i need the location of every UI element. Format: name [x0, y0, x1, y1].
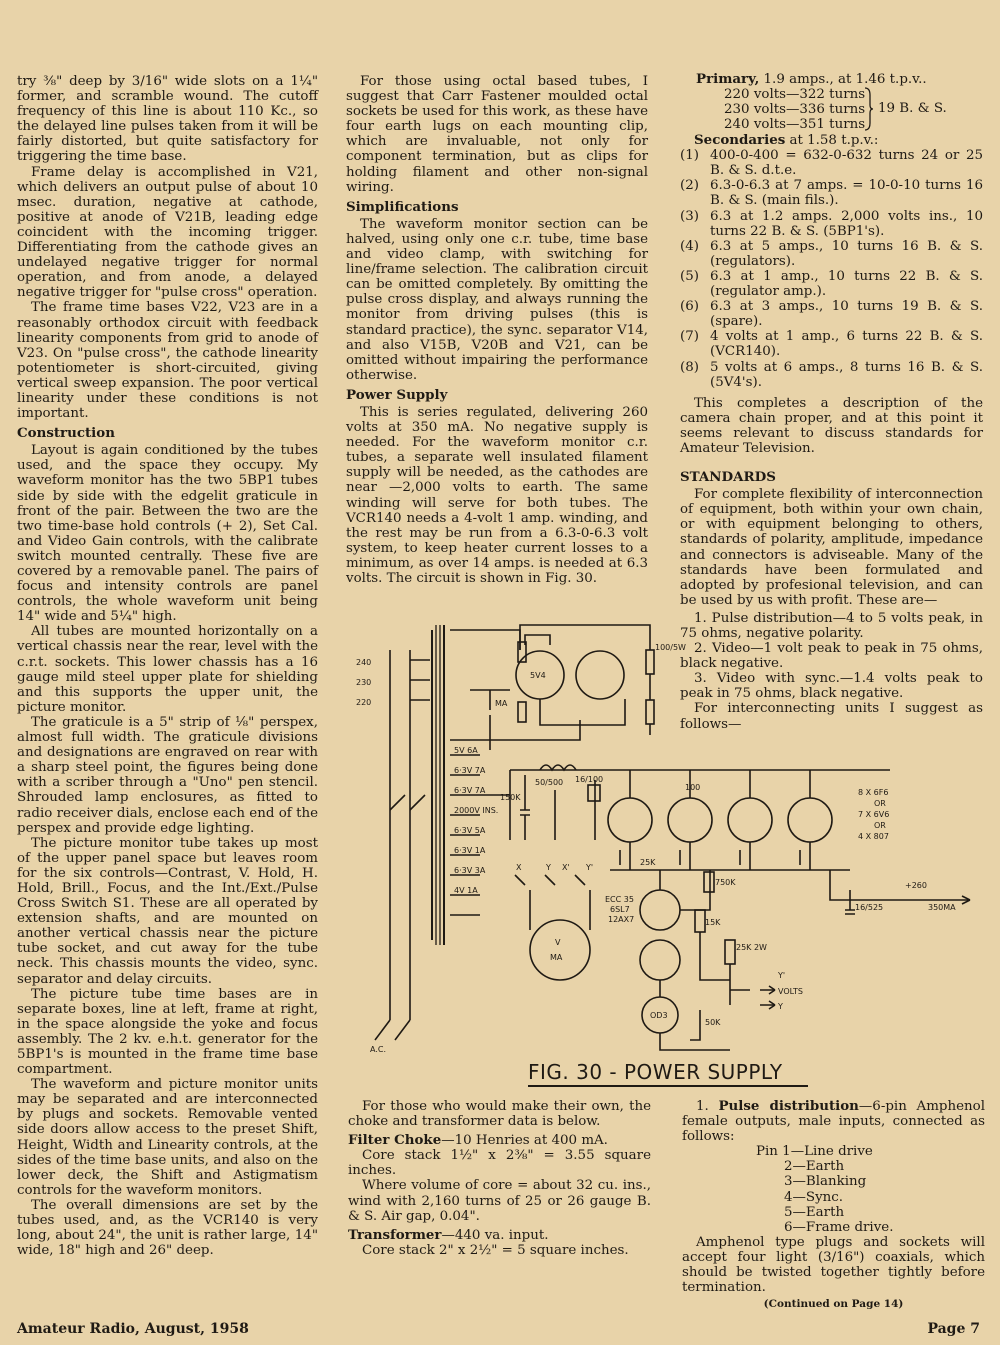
item-text: 5 volts at 6 amps., 8 turns 16 B. & S. (5V4's). [710, 359, 983, 390]
primary-volts [680, 87, 983, 133]
continued-note: (Continued on Page 14) [763, 1298, 904, 1311]
primary-line [680, 72, 983, 87]
regulator-tube [668, 798, 712, 842]
figure-caption: FIG. 30 - POWER SUPPLY [528, 1060, 808, 1087]
resistor [646, 650, 654, 674]
pulse-distribution [682, 1099, 985, 1144]
label-12ax7: 12AX7 [608, 915, 635, 924]
regulator-tube [728, 798, 772, 842]
label-2000v: 2000V INS. [454, 806, 499, 815]
label-switch-x: X [516, 863, 522, 872]
amplifier-tube [640, 890, 680, 930]
resistor [704, 872, 714, 892]
paragraph: Amphenol type plugs and sockets will accept four light (3/16") coaxials, which should be twisted together tightly before termination. [682, 1234, 985, 1296]
pin-item: 6—Frame drive. [784, 1219, 894, 1235]
item-text: 6.3 at 1 amp., 10 turns 22 B. & S. (regulator amp.). [710, 268, 983, 300]
volt-line: 220 volts—322 turns [724, 87, 866, 103]
column-1 [17, 74, 318, 1258]
regulator-tube [608, 798, 652, 842]
item-text: 6.3 at 3 amps., 10 turns 19 B. & S. (spare). [710, 299, 983, 330]
transformer-core [436, 625, 440, 945]
resistor [646, 700, 654, 724]
label-switch-x-prime: X' [562, 863, 570, 872]
filter-choke-line [348, 1133, 651, 1148]
primary-taps [410, 660, 430, 700]
meter-switch [515, 875, 585, 885]
transformer-spec: —440 va. input. [441, 1227, 549, 1243]
mains-leads [390, 650, 410, 1020]
label-volts: VOLTS [778, 987, 803, 996]
section-heading: Power Supply [346, 386, 448, 403]
label-63v7a-2: 6·3V 7A [454, 786, 486, 795]
pin-list [682, 1144, 985, 1235]
brace-text: 19 B. & S. [878, 101, 947, 117]
label-meter-ma: MA [550, 953, 563, 962]
label-25k2w: 25K 2W [736, 943, 767, 952]
list-item [680, 178, 983, 208]
item-number: (7) [680, 329, 699, 345]
paragraph: The waveform and picture monitor units may be separated and are interconnected by plugs and sockets. Removable vented side doors allow access to the preset Shift, Height, Width and Linearity controls, at the sides of the time base units, and also on the lower deck, the Shift and Astigmatism controls for the waveform monitors. [17, 1077, 318, 1198]
page-number: Page 7 [927, 1321, 980, 1337]
item-number: (3) [680, 208, 699, 224]
brace-icon [864, 87, 874, 131]
section-heading: STANDARDS [680, 469, 776, 486]
label-50k: 50K [705, 1018, 721, 1027]
item-text: 6.3 at 1.2 amps. 2,000 volts ins., 10 turns 22 B. & S. (5BP1's). [710, 208, 983, 239]
label-switch-y: Y [546, 863, 551, 872]
resistor-50k [690, 1010, 700, 1040]
capacitor-block [588, 785, 600, 801]
label-100: 100 [685, 783, 701, 792]
section-heading: Simplifications [346, 198, 459, 215]
label-meter-v: V [555, 938, 561, 947]
paragraph: Where volume of core = about 32 cu. ins., wind with 2,160 turns of 25 or 26 gauge B. & S. Air gap, 0.04". [348, 1178, 651, 1224]
label-y-prime: Y' [778, 971, 786, 980]
resistor [695, 910, 705, 932]
label-63v5a: 6·3V 5A [454, 826, 486, 835]
paragraph: For those using octal based tubes, I suggest that Carr Fastener moulded octal sockets be used for this work, as these have four earth lugs on each mounting clip, which are invaluable, not only for component termination, but as clips for holding filament and other non-signal wiring. [346, 74, 648, 195]
paragraph: The frame time bases V22, V23 are in a reasonably orthodox circuit with feedback linearity components from grid to anode of V23. On "pulse cross", the cathode linearity potentiometer is short-circuited, giving vertical sweep expansion. The poor vertical linearity under these conditions is not important. [17, 300, 318, 422]
column-2-bottom [348, 1099, 651, 1258]
label-240: 240 [356, 658, 372, 667]
item-number: (5) [680, 268, 699, 284]
label-25k: 25K [640, 858, 656, 867]
paragraph: All tubes are mounted horizontally on a vertical chassis near the rear, level with the c.r.t. sockets. This lower chassis has a 16 gauge mild steel upper plate for shielding and this supports the upper unit, the picture monitor. [17, 624, 318, 715]
transformer-label: Transformer [348, 1226, 442, 1243]
label-63v3a: 6·3V 3A [454, 866, 486, 875]
label-ac: A.C. [370, 1045, 387, 1054]
label-350ma: 350MA [928, 903, 956, 912]
paragraph: Layout is again conditioned by the tubes used, and the space they occupy. My waveform monitor has the two 5BP1 tubes side by side with the edgelit graticule in front of the pair. Between the two are the two time-base hold controls (+ 2), Set Cal. and Video Gain controls, with the calibrate switch mounted centrally. These five are covered by a removable panel. The pairs of focus and intensity controls are panel controls, the whole waveform unit being 14" wide and 5¼" high. [17, 443, 318, 625]
label-750k: 750K [715, 878, 736, 887]
pin-item: 4—Sync. [784, 1189, 844, 1205]
label-150k: 150K [500, 793, 521, 802]
primary-label: Primary, [696, 71, 760, 87]
label-plus-260: +260 [905, 881, 927, 890]
label-ma: MA [495, 699, 508, 708]
item-number: 1. [696, 1099, 719, 1114]
mains-switch [390, 795, 425, 810]
paragraph: try ⅜" deep by 3/16" wide slots on a 1¼" former, and scramble wound. The cutoff frequency of this line is about 110 Kc., so the delayed line pulses taken from it will be fairly distorted, but quite satisfactory for triggering the time base. [17, 74, 318, 165]
item-number: (1) [680, 148, 699, 164]
label-220: 220 [356, 698, 372, 707]
paragraph: The picture tube time bases are in separate boxes, line at left, frame at right, in the space alongside the yoke and focus assembly. The 2 kv. e.h.t. generator for the 5BP1's is mounted in the frame time base compartment. [17, 986, 318, 1078]
item-number: (4) [680, 238, 699, 254]
paragraph: Core stack 2" x 2½" = 5 square inches. [362, 1242, 629, 1258]
label-63v1a: 6·3V 1A [454, 846, 486, 855]
meter-icon [530, 920, 590, 980]
pin-item: Pin 1—Line drive [756, 1144, 873, 1160]
label-230: 230 [356, 678, 372, 687]
regulator-tube [788, 798, 832, 842]
hv-leads [450, 630, 580, 740]
column-3-bottom [682, 1099, 985, 1312]
paragraph: The graticule is a 5" strip of ⅛" perspex, almost full width. The graticule divisions and designations are engraved on rear with a sharp steel point, the figures being done with a scriber through a "Uno" pen stencil. Shrouded lamp enclosures, as fitted to radio receiver dials, enclose each end of the perspex and provide edge lighting. [17, 714, 318, 836]
standard-item: 1. Pulse distribution—4 to 5 volts peak, in 75 ohms, negative polarity. [680, 610, 983, 641]
amplifier-tube [640, 940, 680, 980]
list-item [680, 329, 983, 359]
item-text: 4 volts at 1 amp., 6 turns 22 B. & S. (VCR140). [710, 329, 983, 360]
paragraph: The overall dimensions are set by the tubes used, and, as the VCR140 is very long, about 24", the unit is rather large, 14" wide, 18" high and 26" deep. [17, 1197, 318, 1259]
item-number: (8) [680, 359, 699, 375]
label-5v4: 5V4 [530, 671, 546, 680]
resistor [518, 702, 526, 722]
power-supply-schematic [350, 610, 990, 1065]
item-text: 6.3 at 5 amps., 10 turns 16 B. & S. (regulators). [710, 238, 983, 269]
paragraph: For those who would make their own, the choke and transformer data is below. [348, 1099, 651, 1130]
label-ecc35: ECC 35 [605, 895, 634, 904]
label-switch-y-prime: Y' [586, 863, 594, 872]
volt-line: 240 volts—351 turns [724, 117, 866, 133]
transformer-line [348, 1228, 651, 1243]
label-or-2: OR [874, 821, 886, 830]
volt-line: 230 volts—336 turns [724, 102, 866, 118]
standard-item: 2. Video—1 volt peak to peak in 75 ohms, black negative. [680, 641, 983, 672]
ac-input-leads [375, 1020, 410, 1040]
rectifier-anodes [520, 625, 650, 650]
paragraph: For complete flexibility of interconnection of equipment, both within your own chain, or with equipment belonging to others, standards of polarity, amplitude, impedance and connectors is adviseable. Many of the standards have been formulated and adopted by profesional television, and can be used by us with profit. These are— [680, 487, 983, 608]
paragraph: This completes a description of the camera chain proper, and at this point it seems relevant to discuss standards for Amateur Television. [680, 395, 983, 456]
list-item [680, 148, 983, 178]
label-od3: OD3 [650, 1011, 668, 1020]
output-lead [830, 870, 970, 900]
label-4v1a: 4V 1A [454, 886, 478, 895]
list-item [680, 360, 983, 390]
paragraph: The picture monitor tube takes up most of the upper panel space but leaves room for the six controls—Contrast, V. Hold, H. Hold, Brill., Focus, and the Int./Ext./Pulse Cross Switch S1. These are all operated by extension shafts, and are mounted on another vertical chassis near the picture tube socket, and cut away for the tube neck. This chassis mounts the video, sync. separator and delay circuits. [17, 835, 318, 987]
column-2 [346, 74, 648, 586]
label-or-1: OR [874, 799, 886, 808]
secondaries-line [680, 133, 983, 148]
pin-item: 2—Earth [784, 1159, 845, 1175]
filter-choke-label: Filter Choke [348, 1132, 442, 1149]
item-number: (2) [680, 178, 699, 194]
label-tubes-opt3: 4 X 807 [858, 832, 889, 841]
label-tubes-opt1: 8 X 6F6 [858, 788, 889, 797]
pulse-label: Pulse distribution [718, 1098, 859, 1114]
section-heading: Construction [17, 425, 115, 442]
list-item [680, 209, 983, 239]
list-item [680, 239, 983, 269]
label-50-500: 50/500 [535, 778, 564, 787]
label-63v7a: 6·3V 7A [454, 766, 486, 775]
paragraph: The waveform monitor section can be halved, using only one c.r. tube, time base and video clamp, with switching for line/frame selection. The calibration circuit can be omitted completely. By omitting the pulse cross display, and always running the monitor from driving pulses (this is standard practice), the sync. separator V14, and also V15B, V20B and V21, can be omitted without impairing the performance otherwise. [346, 216, 648, 383]
label-16-525: 16/525 [855, 903, 884, 912]
item-number: (6) [680, 299, 699, 315]
paragraph: Core stack 1½" x 2⅜" = 3.55 square inches. [348, 1148, 651, 1179]
paragraph: Frame delay is accomplished in V21, which delivers an output pulse of about 10 msec. duration, negative at cathode, positive at anode of V21B, leading edge coincident with the incoming trigger. Differentiating from the cathode gives an undelayed negative trigger for normal operation, and from anode, a delayed negative trigger for "pulse cross" operation. [17, 164, 318, 301]
label-tubes-opt2: 7 X 6V6 [858, 810, 890, 819]
secondaries-label: Secondaries [694, 132, 786, 149]
footer-publication: Amateur Radio, August, 1958 [17, 1321, 249, 1337]
filter-capacitor [520, 775, 530, 840]
output-capacitor [845, 890, 855, 914]
rectifier-tube-2 [576, 651, 624, 699]
secondaries-spec: at 1.58 t.p.v.: [785, 133, 879, 149]
paragraph: This is series regulated, delivering 260 volts at 350 mA. No negative supply is needed. For the waveform monitor c.r. tubes, a separate well insulated filament supply will be needed, as the cathodes are near —2,000 volts to earth. The same winding will serve for both tubes. The VCR140 needs a 4-volt 1 amp. winding, and the rest may be run from a 6.3-0-6.3 volt system, to keep heater current losses to a minimum, as over 14 amps. is needed at 6.3 volts. The circuit is shown in Fig. 30. [346, 404, 648, 586]
label-15k: 15K [705, 918, 721, 927]
pulse-spec: —6-pin Amphenol female outputs, male inputs, connected as follows: [682, 1099, 985, 1145]
label-y: Y [778, 1002, 783, 1011]
label-16-100: 16/100 [575, 775, 604, 784]
pin-item: 5—Earth [784, 1204, 845, 1220]
list-item [680, 269, 983, 299]
resistor [725, 940, 735, 964]
item-text: 6.3-0-6.3 at 7 amps. = 10-0-10 turns 16 B. & S. (main fils.). [710, 178, 983, 209]
pin-item: 3—Blanking [784, 1174, 867, 1190]
paragraph: For interconnecting units I suggest as follows— [680, 701, 983, 732]
b-plus-rail [510, 770, 890, 840]
standard-item: 3. Video with sync.—1.4 volts peak to peak in 75 ohms, black negative. [680, 671, 983, 702]
list-item [680, 299, 983, 329]
label-r100-5w: 100/5W [655, 643, 686, 652]
rectifier-cathodes [540, 699, 625, 725]
item-text: 400-0-400 = 632-0-632 turns 24 or 25 B. & S. d.t.e. [710, 148, 983, 179]
label-5v6a: 5V 6A [454, 746, 478, 755]
filter-choke-spec: —10 Henries at 400 mA. [441, 1133, 608, 1149]
primary-spec: 1.9 amps., at 1.46 t.p.v.. [759, 72, 927, 87]
label-6sl7: 6SL7 [610, 905, 630, 914]
